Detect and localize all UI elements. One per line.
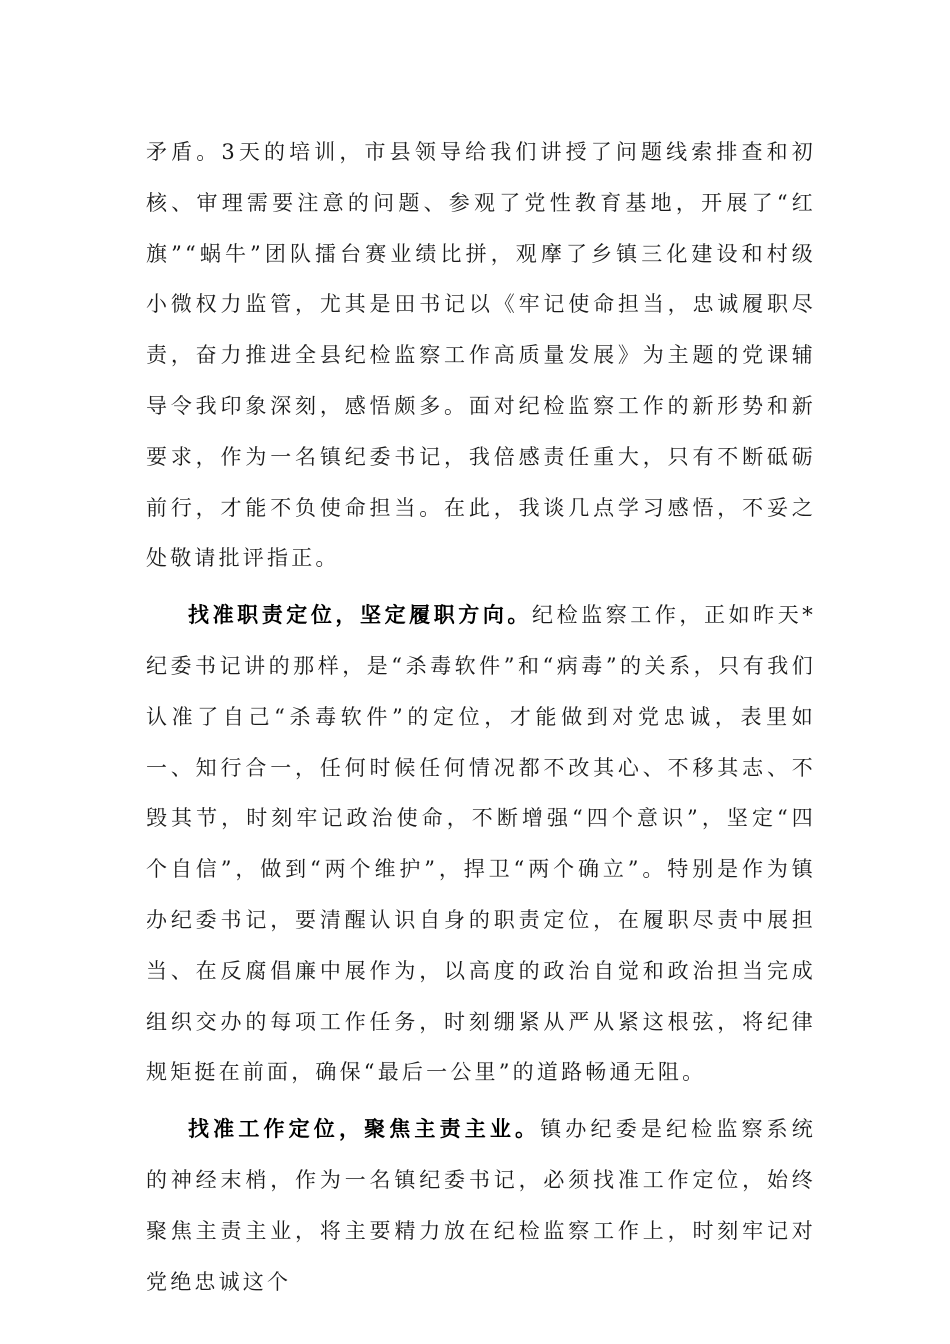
paragraph-text: 镇办纪委是纪检监察系统的神经末梢，作为一名镇纪委书记，必须找准工作定位，始终聚焦主责主业，将主要精力放在纪检监察工作上，时刻牢记对党绝忠诚这个 xyxy=(146,1117,816,1294)
document-body xyxy=(146,127,816,1307)
paragraph-heading: 找准工作定位，聚焦主责主业。 xyxy=(188,1116,541,1142)
paragraph-continuation xyxy=(146,127,816,584)
paragraph-duty-positioning xyxy=(146,590,816,1098)
paragraph-work-positioning xyxy=(146,1104,816,1307)
paragraph-heading: 找准职责定位，坚定履职方向。 xyxy=(188,602,532,628)
paragraph-text: 矛盾。3天的培训，市县领导给我们讲授了问题线索排查和初核、审理需要注意的问题、参观了党性教育基地，开展了“红旗”“蜗牛”团队擂台赛业绩比拼，观摩了乡镇三化建设和村级小微权力监管，尤其是田书记以《牢记使命担当，忠诚履职尽责，奋力推进全县纪检监察工作高质量发展》为主题的党课辅导令我印象深刻，感悟颇多。面对纪检监察工作的新形势和新要求，作为一名镇纪委书记，我倍感责任重大，只有不断砥砺前行，才能不负使命担当。在此，我谈几点学习感悟，不妥之处敬请批评指正。 xyxy=(146,140,816,571)
paragraph-text: 纪检监察工作，正如昨天*纪委书记讲的那样，是“杀毒软件”和“病毒”的关系，只有我们认准了自己“杀毒软件”的定位，才能做到对党忠诚，表里如一、知行合一，任何时候任何情况都不改其心、不移其志、不毁其节，时刻牢记政治使命，不断增强“四个意识”，坚定“四个自信”，做到“两个维护”，捍卫“两个确立”。特别是作为镇办纪委书记，要清醒认识自身的职责定位，在履职尽责中展担当、在反腐倡廉中展作为，以高度的政治自觉和政治担当完成组织交办的每项工作任务，时刻绷紧从严从紧这根弦，将纪律规矩挺在前面，确保“最后一公里”的道路畅通无阻。 xyxy=(146,603,816,1085)
